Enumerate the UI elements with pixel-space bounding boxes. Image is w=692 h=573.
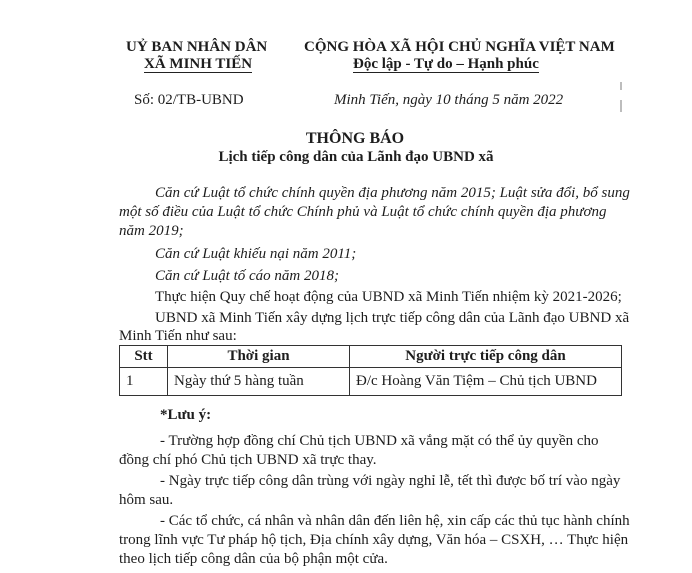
header-stt: Stt <box>120 346 168 368</box>
document-number: Số: 02/TB-UBND <box>134 92 244 108</box>
schedule-intro-line2: Minh Tiến như sau: <box>119 328 237 344</box>
note-3-line1: - Các tổ chức, cá nhân và nhân dân đến liên hệ, xin cấp các thủ tục hành chính <box>160 513 630 529</box>
cell-stt: 1 <box>120 368 168 396</box>
note-3-line3: theo lịch tiếp công dân của bộ phận một cửa. <box>119 551 388 567</box>
table-row <box>120 368 622 396</box>
note-1-line2: đồng chí phó Chủ tịch UBND xã trực thay. <box>119 452 377 468</box>
schedule-table <box>119 345 622 396</box>
agency-name: UỶ BAN NHÂN DÂN <box>126 39 268 55</box>
note-3-line2: trong lĩnh vực Tư pháp hộ tịch, Địa chính xây dựng, Văn hóa – CSXH, … Thực hiện <box>119 532 629 548</box>
note-2-line1: - Ngày trực tiếp công dân trùng với ngày nghỉ lễ, tết thì được bố trí vào ngày <box>160 473 621 489</box>
note-2-line2: hôm sau. <box>119 492 174 508</box>
nation-name: CỘNG HÒA XÃ HỘI CHỦ NGHĨA VIỆT NAM <box>304 39 615 55</box>
table-header-row <box>120 346 622 368</box>
legal-basis-2: Căn cứ Luật khiếu nại năm 2011; <box>155 246 357 262</box>
notes-heading: *Lưu ý: <box>160 407 212 423</box>
implementation-line: Thực hiện Quy chế hoạt động của UBND xã Minh Tiến nhiệm kỳ 2021-2026; <box>155 289 622 305</box>
legal-basis-3: Căn cứ Luật tố cáo năm 2018; <box>155 268 340 284</box>
cell-time: Ngày thứ 5 hàng tuần <box>168 368 350 396</box>
scan-mark <box>620 100 622 112</box>
notice-title: THÔNG BÁO <box>305 130 405 147</box>
legal-basis-1-line3: năm 2019; <box>119 223 184 239</box>
header-time: Thời gian <box>168 346 350 368</box>
scan-mark <box>620 82 622 90</box>
header-person: Người trực tiếp công dân <box>350 346 622 368</box>
schedule-intro-line1: UBND xã Minh Tiến xây dựng lịch trực tiếp công dân của Lãnh đạo UBND xã <box>155 310 630 326</box>
nation-motto-text: Độc lập - Tự do – Hạnh phúc <box>353 56 539 72</box>
legal-basis-1-line2: một số điều của Luật tổ chức Chính phủ và Luật tổ chức chính quyền địa phương <box>119 204 607 220</box>
commune-name-text: XÃ MINH TIẾN <box>144 56 253 72</box>
cell-person: Đ/c Hoàng Văn Tiệm – Chủ tịch UBND <box>350 368 622 396</box>
note-1-line1: - Trường hợp đồng chí Chủ tịch UBND xã vắng mặt có thể ủy quyền cho <box>160 433 599 449</box>
place-date: Minh Tiến, ngày 10 tháng 5 năm 2022 <box>334 92 564 108</box>
notice-subtitle: Lịch tiếp công dân của Lãnh đạo UBND xã <box>218 149 494 165</box>
commune-name <box>144 56 252 73</box>
legal-basis-1-line1: Căn cứ Luật tổ chức chính quyền địa phương năm 2015; Luật sửa đổi, bổ sung <box>155 185 630 201</box>
nation-motto <box>353 56 539 73</box>
